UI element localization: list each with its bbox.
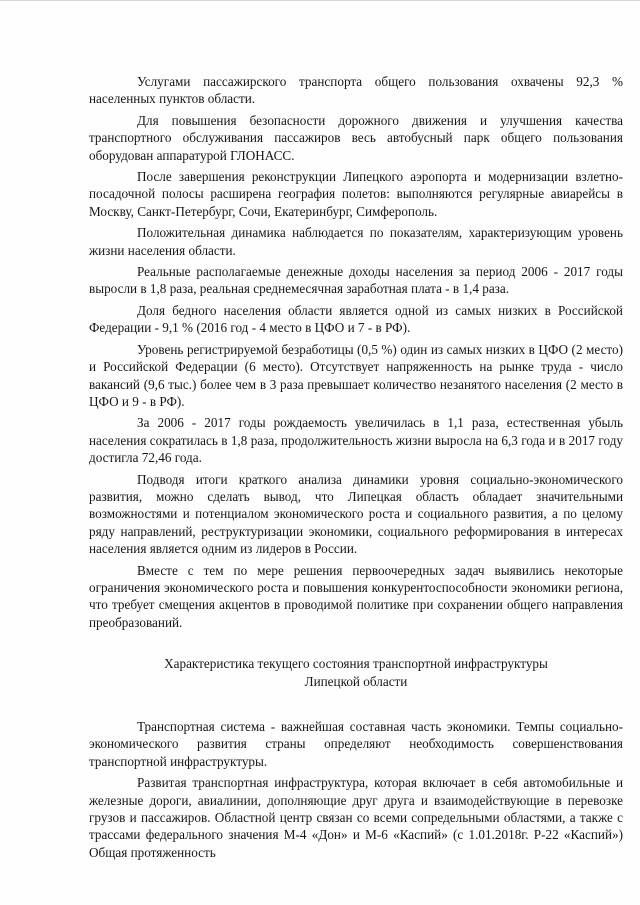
paragraph-transport-system: Транспортная система - важнейшая составная часть экономики. Темпы социально-экономического развития страны определяют необходимость совершенствования транспортной инфраструктуры. [89,719,623,769]
paragraph-poverty: Доля бедного населения области является одной из самых низких в Российской Федерации - 9,1 % (2016 год - 4 место в ЦФО и 7 - в РФ). [89,302,623,336]
section-heading [89,655,623,690]
document-body [89,73,623,865]
paragraph-infrastructure: Развитая транспортная инфраструктура, которая включает в себя автомобильные и железные дороги, авиалинии, дополняющие друг друга и взаимодействующие в перевозке грузов и пассажиров. Областной центр связан со всеми сопредельными областями, а также с трассами федерального значения М-4 «Дон» и М-6 «Каспий» (с 1.01.2018г. Р-22 «Каспий») Общая протяженность [89,775,623,860]
paragraph-glonass: Для повышения безопасности дорожного движения и улучшения качества транспортного обслуживания пассажиров весь автобусный парк общего пользования оборудован аппаратурой ГЛОНАСС. [89,112,623,163]
paragraph-incomes: Реальные располагаемые денежные доходы населения за период 2006 - 2017 годы выросли в 1,8 раза, реальная среднемесячная заработная плата - в 1,4 раза. [89,264,623,297]
paragraph-unemployment: Уровень регистрируемой безработицы (0,5 %) один из самых низких в ЦФО (2 место) и Российской Федерации (6 место). Отсутствует напряженность на рынке труда - число вакансий (9,6 тыс.) более чем в 3 раза превышает количество незанятого населения (2 место в ЦФО и 9 - в РФ). [89,341,623,409]
paragraph-constraints: Вместе с тем по мере решения первоочередных задач выявились некоторые ограничения экономического роста и повышения конкурентоспособности экономики региона, что требует смещения акцентов в проводимой политике при сохранении общего направления преобразований. [89,562,623,630]
paragraph-demography: За 2006 - 2017 годы рождаемость увеличилась в 1,1 раза, естественная убыль населения сократилась в 1,8 раза, продолжительность жизни выросла на 6,3 года и в 2017 году достигла 72,46 года. [89,415,623,466]
section-heading-line-2: Липецкой области [304,673,408,689]
paragraph-transport-coverage: Услугами пассажирского транспорта общего пользования охвачены 92,3 % населенных пунктов области. [89,74,623,107]
paragraph-airport: После завершения реконструкции Липецкого аэропорта и модернизации взлетно-посадочной полосы расширена география полетов: выполняются регулярные авиарейсы в Москву, Санкт-Петербург, Сочи, Екатеринбург, Симферополь. [89,169,623,219]
paragraph-living-standards: Положительная динамика наблюдается по показателям, характеризующим уровень жизни населения области. [89,225,623,258]
paragraph-conclusion: Подводя итоги краткого анализа динамики уровня социально-экономического развития, можно сделать вывод, что Липецкая область обладает значительными возможностями и потенциалом экономического роста и социального развития, а по целому ряду направлений, реструктуризации экономики, социального реформирования в интересах населения является одним из лидеров в России. [89,471,623,557]
section-heading-line-1: Характеристика текущего состояния транспортной инфраструктуры [164,656,548,672]
